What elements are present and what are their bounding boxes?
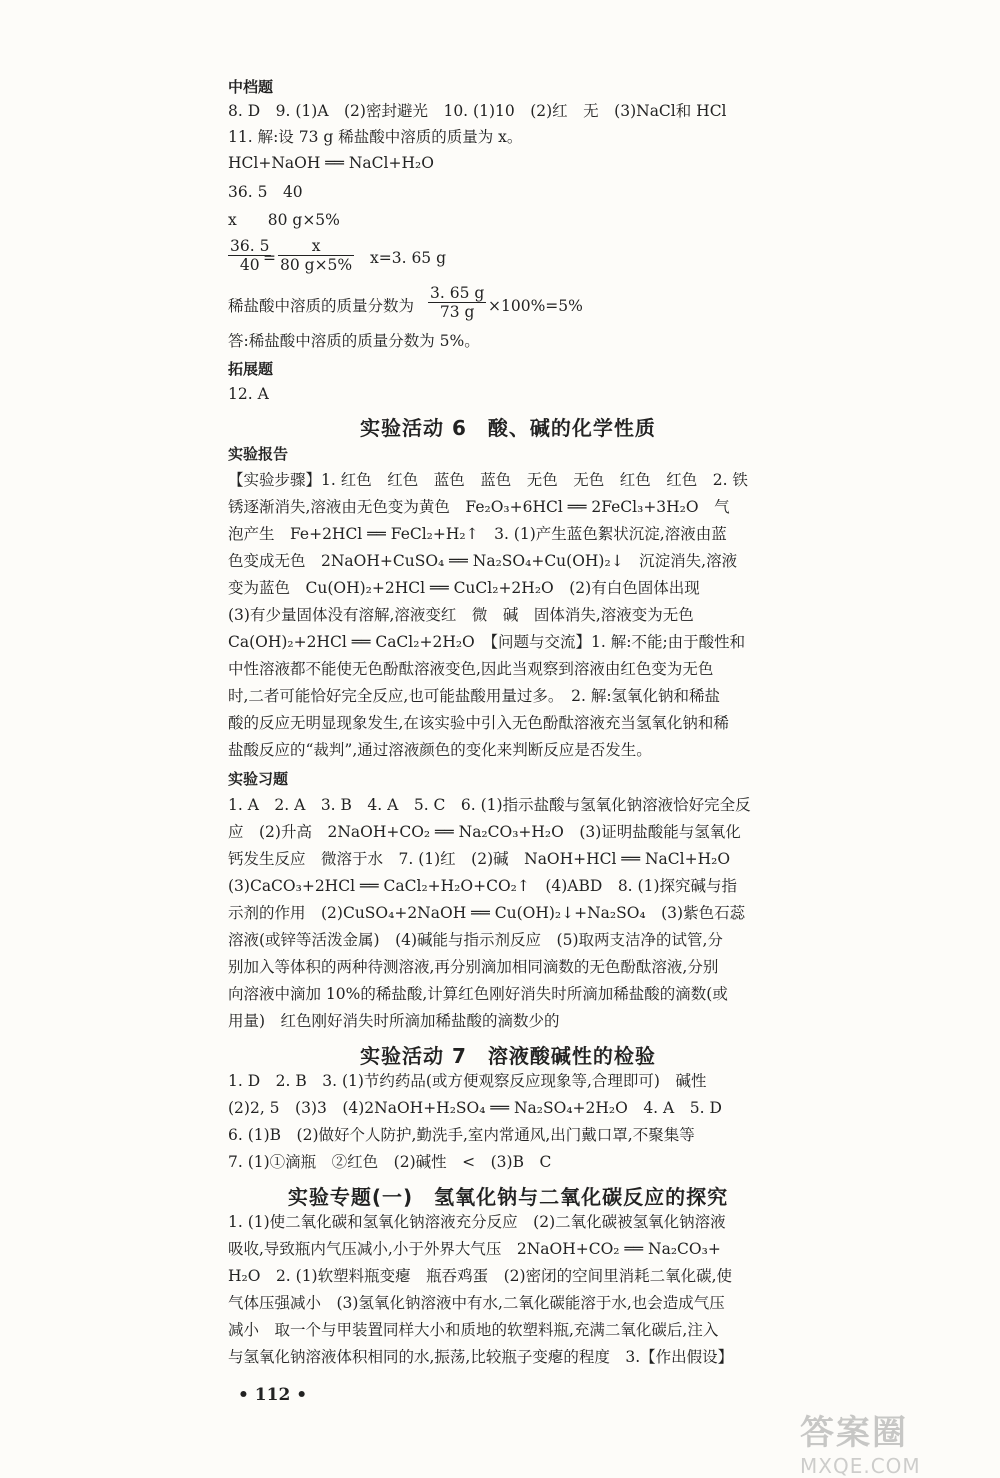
fraction [428, 284, 486, 321]
fraction-numerator: 36. 5 [230, 237, 270, 255]
report-line: 色变成无色 2NaOH+CuSO₄ ══ Na₂SO₄+Cu(OH)₂↓ 沉淀消失,溶液 [228, 552, 738, 570]
topic-1-title: 实验专题(一) 氢氧化钠与二氧化碳反应的探究 [287, 1185, 729, 1209]
topic-1-line: 吸收,导致瓶内气压减小,小于外界大气压 2NaOH+CO₂ ══ Na₂CO₃+ [228, 1240, 721, 1258]
activity-7-title: 实验活动 7 溶液酸碱性的检验 [360, 1044, 656, 1068]
exercise-line: 用量) 红色刚好消失时所滴加稀盐酸的滴数少的 [228, 1012, 560, 1030]
exercise-line: 溶液(或锌等活泼金属) (4)碱能与指示剂反应 (5)取两支洁净的试管,分 [228, 931, 723, 949]
topic-1-line: 气体压强减小 (3)氢氧化钠溶液中有水,二氧化碳能溶于水,也会造成气压 [228, 1294, 725, 1312]
equation-ratio: 36. 5 40 [228, 183, 303, 201]
equation-values: x 80 g×5% [228, 211, 340, 229]
report-line: 盐酸反应的“裁判”,通过溶液颜色的变化来判断反应是否发生。 [228, 741, 652, 759]
exercise-line: (3)CaCO₃+2HCl ══ CaCl₂+H₂O+CO₂↑ (4)ABD 8. (1)探究碱与指 [228, 877, 737, 895]
section-heading-exercises: 实验习题 [228, 770, 289, 788]
mass-fraction-result: ×100%=5% [488, 297, 583, 315]
fraction-denominator: 80 g×5% [280, 256, 353, 274]
report-line: 中性溶液都不能使无色酚酞溶液变色,因此当观察到溶液由红色变为无色 [228, 660, 714, 678]
fraction-denominator: 73 g [439, 303, 475, 321]
activity-7-line: (2)2, 5 (3)3 (4)2NaOH+H₂SO₄ ══ Na₂SO₄+2H₂O 4. A 5. D [228, 1099, 722, 1117]
report-line: 时,二者可能恰好完全反应,也可能盐酸用量过多。 2. 解:氢氧化钠和稀盐 [228, 687, 721, 705]
exercise-line: 钙发生反应 微溶于水 7. (1)红 (2)碱 NaOH+HCl ══ NaCl+H₂O [228, 850, 731, 868]
answer-line: 11. 解:设 73 g 稀盐酸中溶质的质量为 x。 [228, 128, 523, 146]
watermark [800, 1405, 970, 1478]
mass-fraction-label: 稀盐酸中溶质的质量分数为 [228, 297, 415, 315]
activity-6-title: 实验活动 6 酸、碱的化学性质 [360, 416, 656, 440]
fraction-numerator: x [278, 237, 354, 256]
equals-sign: = [263, 249, 276, 267]
equation-line: HCl+NaOH ══ NaCl+H₂O [228, 154, 434, 172]
report-line: 泡产生 Fe+2HCl ══ FeCl₂+H₂↑ 3. (1)产生蓝色絮状沉淀,溶液由蓝 [228, 525, 727, 543]
exercise-line: 应 (2)升高 2NaOH+CO₂ ══ Na₂CO₃+H₂O (3)证明盐酸能与氢氧化 [228, 823, 741, 841]
watermark-logo: 答案圈 [800, 1413, 908, 1453]
activity-7-line: 6. (1)B (2)做好个人防护,勤洗手,室内常通风,出门戴口罩,不聚集等 [228, 1126, 695, 1144]
report-line: 锈逐渐消失,溶液由无色变为黄色 Fe₂O₃+6HCl ══ 2FeCl₃+3H₂O 气 [228, 498, 730, 516]
topic-1-line: 与氢氧化钠溶液体积相同的水,振荡,比较瓶子变瘪的程度 3.【作出假设】 [228, 1348, 734, 1366]
activity-7-line: 7. (1)①滴瓶 ②红色 (2)碱性 < (3)B C [228, 1153, 552, 1171]
topic-1-line: 1. (1)使二氧化碳和氢氧化钠溶液充分反应 (2)二氧化碳被氢氧化钠溶液 [228, 1213, 726, 1231]
answer-line: 8. D 9. (1)A (2)密封避光 10. (1)10 (2)红 无 (3)NaCl和 HCl [228, 102, 727, 120]
watermark-url: MXQE.COM [800, 1454, 921, 1478]
report-line: 变为蓝色 Cu(OH)₂+2HCl ══ CuCl₂+2H₂O (2)有白色固体出现 [228, 579, 700, 597]
exercise-line: 示剂的作用 (2)CuSO₄+2NaOH ══ Cu(OH)₂↓+Na₂SO₄ (3)紫色石蕊 [228, 904, 746, 922]
page-number: • 112 • [238, 1385, 308, 1405]
report-line: (3)有少量固体没有溶解,溶液变红 微 碱 固体消失,溶液变为无色 [228, 606, 694, 624]
section-heading-mid: 中档题 [228, 78, 274, 96]
exercise-line: 向溶液中滴加 10%的稀盐酸,计算红色刚好消失时所滴加稀盐酸的滴数(或 [228, 985, 728, 1003]
fraction-denominator: 40 [239, 256, 260, 274]
report-line: Ca(OH)₂+2HCl ══ CaCl₂+2H₂O 【问题与交流】1. 解:不能;由于酸性和 [228, 633, 746, 651]
exercise-line: 别加入等体积的两种待测溶液,再分别滴加相同滴数的无色酚酞溶液,分别 [228, 958, 719, 976]
exercise-line: 1. A 2. A 3. B 4. A 5. C 6. (1)指示盐酸与氢氧化钠溶液恰好完全反 [228, 796, 751, 814]
topic-1-line: H₂O 2. (1)软塑料瓶变瘪 瓶吞鸡蛋 (2)密闭的空间里消耗二氧化碳,使 [228, 1267, 732, 1285]
answer-line: 12. A [228, 385, 269, 403]
report-line: 酸的反应无明显现象发生,在该实验中引入无色酚酞溶液充当氢氧化钠和稀 [228, 714, 729, 732]
section-heading-extension: 拓展题 [228, 360, 274, 378]
topic-1-line: 减小 取一个与甲装置同样大小和质地的软塑料瓶,充满二氧化碳后,注入 [228, 1321, 719, 1339]
fraction [278, 237, 354, 274]
result-text: x=3. 65 g [370, 249, 447, 267]
fraction-numerator: 3. 65 g [430, 284, 485, 302]
report-line: 【实验步骤】1. 红色 红色 蓝色 蓝色 无色 无色 红色 红色 2. 铁 [228, 471, 748, 489]
section-heading-report: 实验报告 [228, 445, 289, 463]
activity-7-line: 1. D 2. B 3. (1)节约药品(或方便观察反应现象等,合理即可) 碱性 [228, 1072, 707, 1090]
answer-conclusion: 答:稀盐酸中溶质的质量分数为 5%。 [228, 332, 480, 350]
